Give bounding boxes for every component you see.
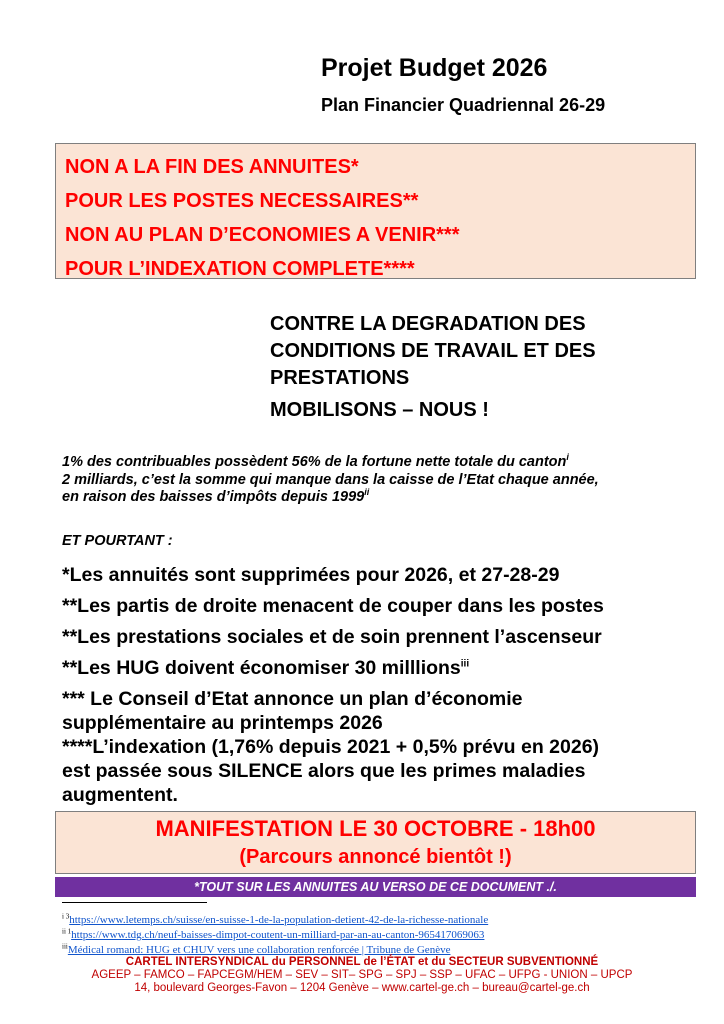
footer-members: AGEEP – FAMCO – FAPCEGM/HEM – SEV – SIT– SPG – SPJ – SSP – UFAC – UFPG - UNION – UPCP xyxy=(91,969,633,981)
footnote-ref[interactable]: i xyxy=(566,452,569,463)
facts-paragraph xyxy=(62,454,712,507)
against-line: CONTRE LA DEGRADATION DES xyxy=(270,313,586,335)
against-line: CONDITIONS DE TRAVAIL ET DES xyxy=(270,340,596,362)
demonstration-date: MANIFESTATION LE 30 OCTOBRE - 18h00 xyxy=(155,816,596,841)
mobilize-heading: MOBILISONS – NOUS ! xyxy=(270,399,489,421)
point-annuites: *Les annuités sont supprimées pour 2026, et 27-28-29 xyxy=(62,564,560,586)
fact-milliards: 2 milliards, c’est la somme qui manque dans la caisse de l’Etat chaque année, xyxy=(62,471,599,488)
point-conseil-line: *** Le Conseil d’Etat annonce un plan d’économie xyxy=(62,688,523,710)
point-postes: **Les partis de droite menacent de couper dans les postes xyxy=(62,595,604,617)
verso-banner: *TOUT SUR LES ANNUITES AU VERSO DE CE DOCUMENT ./. xyxy=(55,877,696,897)
demand-postes: POUR LES POSTES NECESSAIRES** xyxy=(65,190,419,212)
footnotes xyxy=(62,913,488,958)
footnote-marker: iii xyxy=(62,942,68,951)
footer-address: 14, boulevard Georges-Favon – 1204 Genève – www.cartel-ge.ch – bureau@cartel-ge.ch xyxy=(134,982,590,994)
page-title: Projet Budget 2026 xyxy=(321,54,548,82)
points-list xyxy=(62,563,702,807)
footnote-link[interactable]: https://www.tdg.ch/neuf-baisses-dimpot-coutent-un-milliard-par-an-au-canton-965417069063 xyxy=(71,929,485,941)
footnote-marker: i 3 xyxy=(62,912,70,921)
footnote-link[interactable]: https://www.letemps.ch/suisse/en-suisse-1-de-la-population-detient-42-de-la-richesse-nationale xyxy=(69,914,489,926)
footer-organization: CARTEL INTERSYNDICAL du PERSONNEL de l’ÉTAT et du SECTEUR SUBVENTIONNÉ xyxy=(125,956,599,968)
point-hug: **Les HUG doivent économiser 30 milllions xyxy=(62,657,461,679)
fact-fortune: 1% des contribuables possèdent 56% de la fortune nette totale du canton xyxy=(62,454,567,470)
footnote-ref[interactable]: ii xyxy=(364,487,370,498)
demand-indexation: POUR L’INDEXATION COMPLETE**** xyxy=(65,258,415,280)
point-prestations: **Les prestations sociales et de soin prennent l’ascenseur xyxy=(62,626,602,648)
point-indexation-line: augmentent. xyxy=(62,784,178,806)
demand-annuites: NON A LA FIN DES ANNUITES* xyxy=(65,156,359,178)
point-indexation-line: ****L’indexation (1,76% depuis 2021 + 0,5% prévu en 2026) xyxy=(62,736,600,758)
et-pourtant-label: ET POURTANT : xyxy=(62,533,173,549)
point-conseil-line: supplémentaire au printemps 2026 xyxy=(62,712,383,734)
against-line: PRESTATIONS xyxy=(270,367,410,389)
demand-economies: NON AU PLAN D’ECONOMIES A VENIR*** xyxy=(65,224,460,246)
footnote-ref[interactable]: iii xyxy=(460,658,470,670)
page-subtitle: Plan Financier Quadriennal 26-29 xyxy=(321,95,606,115)
against-heading xyxy=(270,311,596,392)
demonstration-box xyxy=(55,811,696,874)
footer xyxy=(0,956,724,995)
footnote-marker: ii 1 xyxy=(62,927,72,936)
demonstration-route: (Parcours annoncé bientôt !) xyxy=(239,846,512,868)
footnote-link[interactable]: Médical romand: HUG et CHUV vers une collaboration renforcée | Tribune de Genève xyxy=(67,944,451,956)
footnote-divider xyxy=(62,902,207,903)
demands-box xyxy=(55,143,696,279)
fact-baisses: en raison des baisses d’impôts depuis 1999 xyxy=(62,489,365,505)
point-indexation-line: est passée sous SILENCE alors que les primes maladies xyxy=(62,760,586,782)
